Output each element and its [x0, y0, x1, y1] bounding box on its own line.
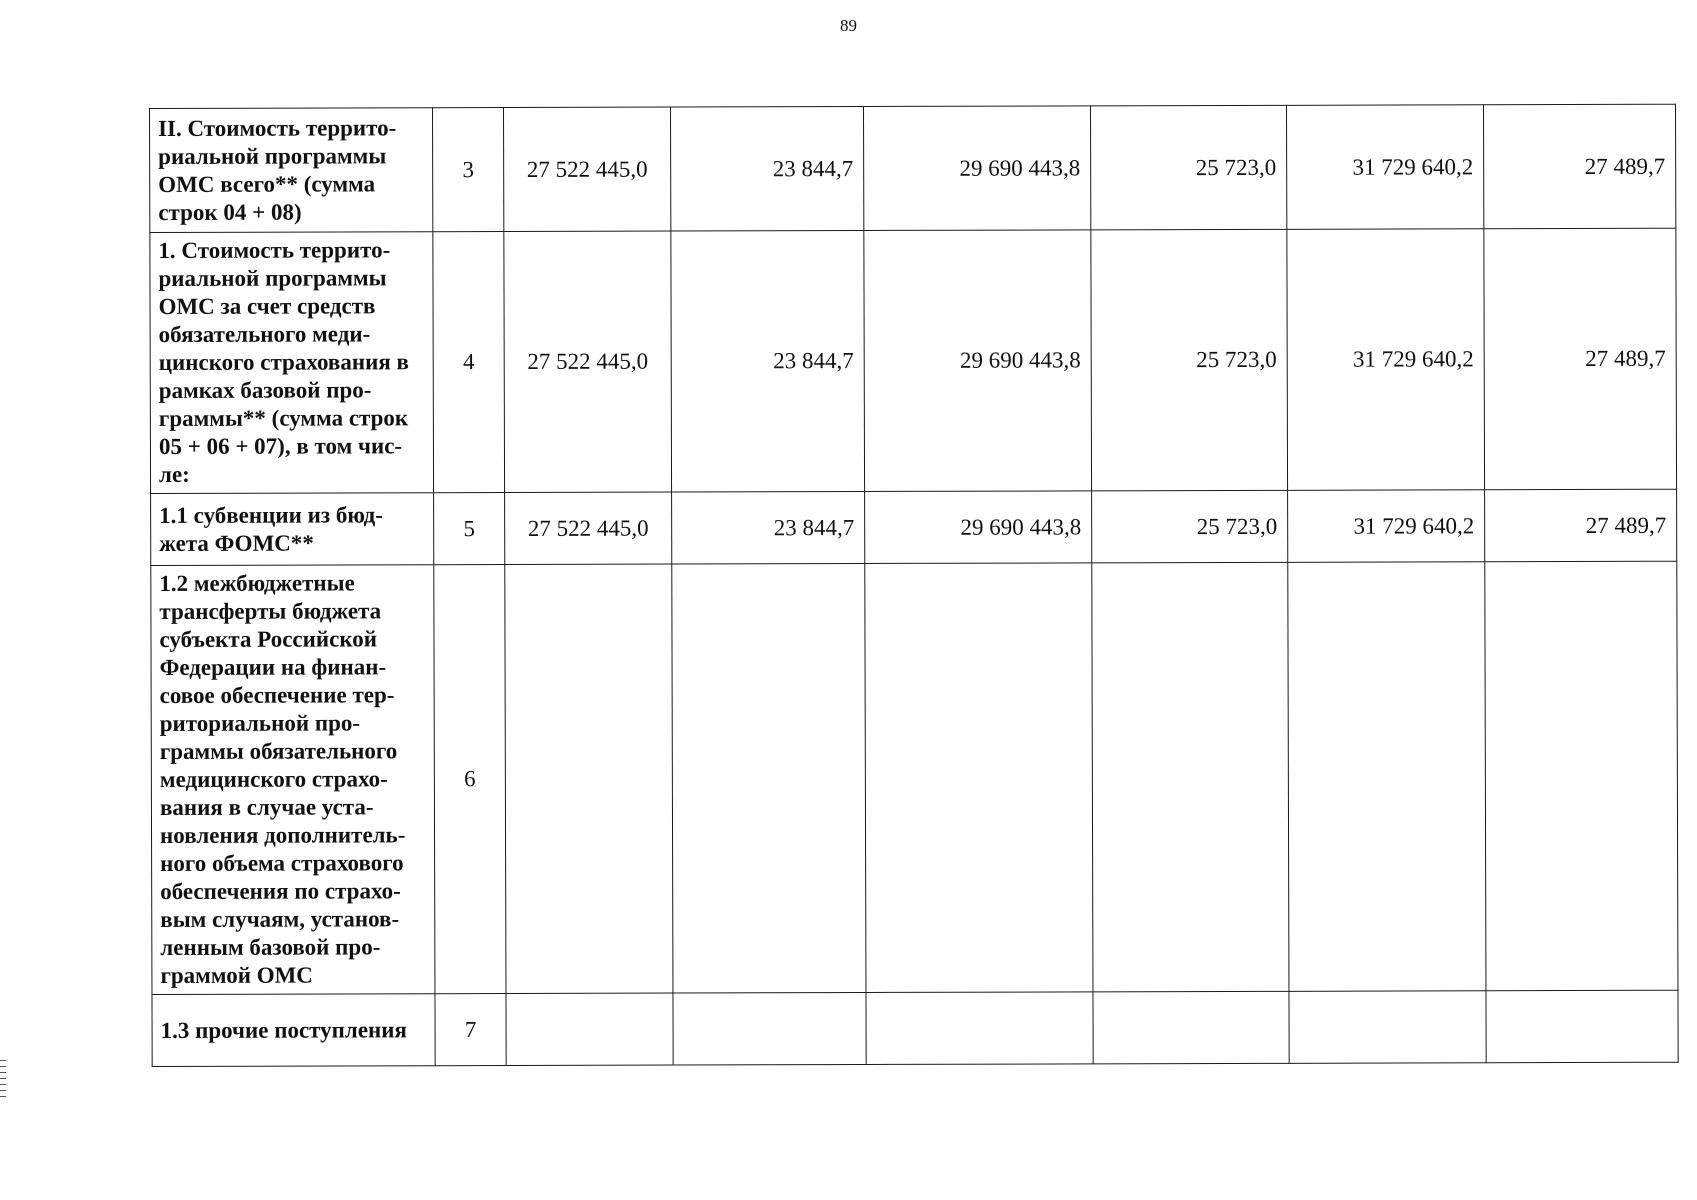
value-cell: [1486, 990, 1678, 1063]
value-cell: [1288, 562, 1486, 992]
value-cell: [1485, 561, 1678, 991]
value-cell: [1093, 991, 1289, 1064]
value-cell: 23 844,7: [671, 231, 865, 493]
value-cell: 31 729 640,2: [1288, 490, 1485, 563]
row-label: 1.3 прочие поступления: [152, 994, 435, 1067]
value-cell: [673, 993, 866, 1066]
value-cell: [672, 564, 866, 994]
value-cell: 27 522 445,0: [504, 231, 672, 492]
row-number: 7: [435, 994, 506, 1066]
value-cell: 23 844,7: [670, 107, 863, 232]
row-label: 1. Стоимость террито-риальной программы ОМС за счет средств обязательного меди-цинского страхования в рамках базовой про-граммы** (сумма строк 05 + 06 + 07), в том чис-ле:: [150, 232, 434, 494]
value-cell: 25 723,0: [1090, 105, 1286, 230]
row-number: 4: [433, 232, 505, 493]
value-cell: 29 690 443,8: [865, 491, 1092, 564]
scan-artifact: [0, 1060, 6, 1102]
value-cell: 29 690 443,8: [864, 230, 1092, 492]
row-label: II. Стоимость террито-риальной программы ОМС всего** (сумма строк 04 + 08): [150, 108, 433, 233]
value-cell: [865, 563, 1093, 993]
table-row: [151, 561, 1678, 994]
row-number: 6: [434, 565, 506, 994]
value-cell: 27 489,7: [1483, 104, 1675, 229]
table-row: [150, 228, 1677, 493]
value-cell: 31 729 640,2: [1287, 229, 1485, 491]
cost-table: [149, 104, 1679, 1067]
value-cell: 23 844,7: [672, 492, 865, 565]
value-cell: [866, 992, 1093, 1065]
row-label: 1.1 субвенции из бюд-жета ФОМС**: [151, 493, 434, 566]
row-number: 3: [433, 108, 504, 232]
value-cell: [1092, 562, 1289, 992]
value-cell: 27 522 445,0: [504, 107, 671, 231]
value-cell: 25 723,0: [1092, 490, 1288, 563]
row-label: 1.2 межбюджетные трансферты бюджета субъекта Российской Федерации на финан-совое обеспечение тер-риториальной про-граммы обязательного медицинского страхо-вания в случае уста-новления дополнитель-ного объема страхового обеспечения по страхо-вым случаям, установ-ленным базовой про-граммой ОМС: [151, 565, 435, 995]
value-cell: 27 489,7: [1485, 489, 1677, 562]
value-cell: [1289, 991, 1486, 1064]
value-cell: [505, 564, 673, 993]
table-row: [150, 104, 1676, 232]
value-cell: 31 729 640,2: [1286, 105, 1483, 230]
row-number: 5: [434, 493, 505, 565]
table-row: [151, 489, 1677, 565]
page-number: 89: [840, 16, 857, 35]
value-cell: 29 690 443,8: [863, 106, 1090, 231]
table-row: [152, 990, 1678, 1066]
value-cell: 25 723,0: [1091, 229, 1288, 491]
value-cell: 27 522 445,0: [505, 492, 672, 564]
value-cell: [506, 993, 673, 1065]
value-cell: 27 489,7: [1484, 228, 1677, 490]
